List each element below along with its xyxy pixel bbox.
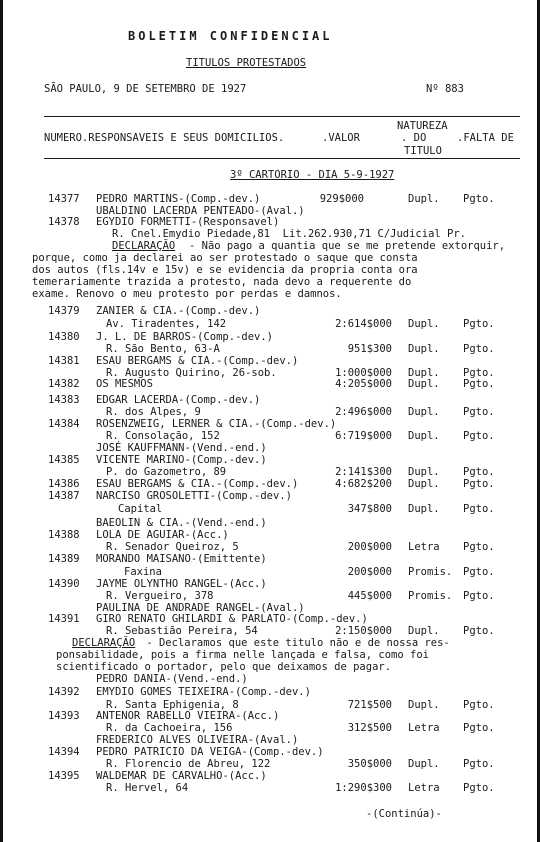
entry-line: GIRO RENATO GHILARDI & PARLATO-(Comp.-dev.) bbox=[96, 613, 368, 625]
scan-left-edge bbox=[0, 0, 3, 842]
entry-falta: Pgto. bbox=[463, 699, 495, 711]
entry-nature: Dupl. bbox=[408, 378, 440, 390]
entry-value: 200$000 bbox=[347, 541, 392, 553]
entry-nature: Dupl. bbox=[408, 625, 440, 637]
entry-nature: Dupl. bbox=[408, 466, 440, 478]
entry-number: 14384 bbox=[48, 418, 80, 430]
section-title: 3º CARTORIO - DIA 5-9-1927 bbox=[230, 169, 395, 181]
place-date: SÃO PAULO, 9 DE SETEMBRO DE 1927 bbox=[44, 83, 247, 95]
entry-number: 14383 bbox=[48, 394, 80, 406]
entry-falta: Pgto. bbox=[463, 625, 495, 637]
col-natureza-2: . DO bbox=[401, 132, 427, 144]
entry-number: 14395 bbox=[48, 770, 80, 782]
entry-line: ESAU BERGAMS & CIA.-(Comp.-dev.) bbox=[96, 478, 299, 490]
entry-line: Av. Tiradentes, 142 bbox=[106, 318, 227, 330]
entry-line: ZANIER & CIA.-(Comp.-dev.) bbox=[96, 305, 261, 317]
entry-nature: Dupl. bbox=[408, 503, 440, 515]
entry-falta: Pgto. bbox=[463, 193, 495, 205]
entry-line: ESAU BERGAMS & CIA.-(Comp.-dev.) bbox=[96, 355, 299, 367]
entry-line: R. Florencio de Abreu, 122 bbox=[106, 758, 271, 770]
entry-falta: Pgto. bbox=[463, 782, 495, 794]
entry-falta: Pgto. bbox=[463, 566, 495, 578]
entry-number: 14392 bbox=[48, 686, 80, 698]
entry-falta: Pgto. bbox=[463, 343, 495, 355]
entry-nature: Promis. bbox=[408, 566, 453, 578]
entry-line: R. Augusto Quirino, 26-sob. bbox=[106, 367, 277, 379]
entry-line: EGYDIO FORMETTI-(Responsavel) bbox=[96, 216, 280, 228]
declaration-text: exame. Renovo o meu protesto por perdas e damnos. bbox=[32, 288, 342, 300]
entry-line: PEDRO PATRICIO DA VEIGA-(Comp.-dev.) bbox=[96, 746, 324, 758]
entry-nature: Dupl. bbox=[408, 367, 440, 379]
entry-line: JOSÉ KAUFFMANN-(Vend.-end.) bbox=[96, 442, 267, 454]
entry-line: R. dos Alpes, 9 bbox=[106, 406, 201, 418]
entry-value: 2:614$000 bbox=[335, 318, 392, 330]
entry-line: R. Sebastião Pereira, 54 bbox=[106, 625, 258, 637]
entry-number: 14381 bbox=[48, 355, 80, 367]
entry-line: PAULINA DE ANDRADE RANGEL-(Aval.) bbox=[96, 602, 305, 614]
entry-nature: Dupl. bbox=[408, 478, 440, 490]
entry-value: 4:205$000 bbox=[335, 378, 392, 390]
entry-falta: Pgto. bbox=[463, 541, 495, 553]
header-rule-top bbox=[44, 116, 520, 117]
entry-line: EDGAR LACERDA-(Comp.-dev.) bbox=[96, 394, 261, 406]
bulletin-subtitle: TITULOS PROTESTADOS bbox=[186, 57, 307, 69]
entry-nature: Dupl. bbox=[408, 318, 440, 330]
col-valor: .VALOR bbox=[322, 132, 360, 144]
entry-line: UBALDINO LACERDA PENTEADO-(Aval.) bbox=[96, 205, 305, 217]
entry-falta: Pgto. bbox=[463, 367, 495, 379]
entry-number: 14394 bbox=[48, 746, 80, 758]
entry-value: 6:719$000 bbox=[335, 430, 392, 442]
entry-line: OS MESMOS bbox=[96, 378, 153, 390]
entry-falta: Pgto. bbox=[463, 378, 495, 390]
entry-number: 14389 bbox=[48, 553, 80, 565]
entry-falta: Pgto. bbox=[463, 478, 495, 490]
entry-line: Capital bbox=[118, 503, 163, 515]
col-natureza-1: NATUREZA bbox=[397, 120, 448, 132]
entry-line: FREDERICO ALVES OLIVEIRA-(Aval.) bbox=[96, 734, 299, 746]
entry-line: R. Senador Queiroz, 5 bbox=[106, 541, 239, 553]
entry-nature: Dupl. bbox=[408, 758, 440, 770]
entry-line: Faxina bbox=[124, 566, 162, 578]
entry-line: JAYME OLYNTHO RANGEL-(Acc.) bbox=[96, 578, 267, 590]
col-natureza-3: TITULO bbox=[404, 145, 442, 157]
entry-nature: Letra bbox=[408, 782, 440, 794]
entry-line: R. Consolação, 152 bbox=[106, 430, 220, 442]
entry-falta: Pgto. bbox=[463, 466, 495, 478]
entry-nature: Dupl. bbox=[408, 193, 440, 205]
entry-line: WALDEMAR DE CARVALHO-(Acc.) bbox=[96, 770, 267, 782]
entry-falta: Pgto. bbox=[463, 318, 495, 330]
entry-nature: Promis. bbox=[408, 590, 453, 602]
entry-number: 14380 bbox=[48, 331, 80, 343]
entry-value: 200$000 bbox=[347, 566, 392, 578]
entry-value: 347$800 bbox=[347, 503, 392, 515]
entry-value: 312$500 bbox=[347, 722, 392, 734]
entry-number: 14378 bbox=[48, 216, 80, 228]
entry-value: 951$300 bbox=[347, 343, 392, 355]
entry-value: 4:682$200 bbox=[335, 478, 392, 490]
entry-value: 445$000 bbox=[347, 590, 392, 602]
entry-falta: Pgto. bbox=[463, 590, 495, 602]
entry-number: 14385 bbox=[48, 454, 80, 466]
continua-footer: -(Continúa)- bbox=[366, 808, 442, 820]
bulletin-title: BOLETIM CONFIDENCIAL bbox=[128, 29, 333, 43]
entry-number: 14390 bbox=[48, 578, 80, 590]
entry-number: 14388 bbox=[48, 529, 80, 541]
entry-line: EMYDIO GOMES TEIXEIRA-(Comp.-dev.) bbox=[96, 686, 311, 698]
declaration-text: dos autos (fls.14v e 15v) e se evidencia da propria conta ora bbox=[32, 264, 418, 276]
entry-value: 350$000 bbox=[347, 758, 392, 770]
entry-line: R. Santa Ephigenia, 8 bbox=[106, 699, 239, 711]
entry-nature: Letra bbox=[408, 722, 440, 734]
entry-line: BAEOLIN & CIA.-(Vend.-end.) bbox=[96, 517, 267, 529]
header-rule-bottom bbox=[44, 158, 520, 159]
entry-value: 721$500 bbox=[347, 699, 392, 711]
entry-line: R. da Cachoeira, 156 bbox=[106, 722, 233, 734]
entry-number: 14393 bbox=[48, 710, 80, 722]
entry-nature: Dupl. bbox=[408, 699, 440, 711]
entry-nature: Letra bbox=[408, 541, 440, 553]
declaration-text: - Declaramos que este titulo não e de nossa res- bbox=[140, 637, 450, 649]
entry-value: 1:290$300 bbox=[335, 782, 392, 794]
entry-line: J. L. DE BARROS-(Comp.-dev.) bbox=[96, 331, 274, 343]
entry-line: P. do Gazometro, 89 bbox=[106, 466, 227, 478]
entry-line: R. Cnel.Emydio Piedade,81 Lit.262.930,71 C/Judicial Pr. bbox=[112, 228, 467, 240]
entry-number: 14382 bbox=[48, 378, 80, 390]
declaration-text: scientificado o portador, pelo que deixamos de pagar. bbox=[56, 661, 392, 673]
entry-value: 2:496$000 bbox=[335, 406, 392, 418]
declaration-text: porque, como ja declarei ao ser protestado o saque que consta bbox=[32, 252, 418, 264]
entry-line: R. Hervel, 64 bbox=[106, 782, 189, 794]
entry-number: 14387 bbox=[48, 490, 80, 502]
entry-nature: Dupl. bbox=[408, 430, 440, 442]
entry-line: VICENTE MARINO-(Comp.-dev.) bbox=[96, 454, 267, 466]
entry-value: 1:000$000 bbox=[335, 367, 392, 379]
entry-value: 2:150$000 bbox=[335, 625, 392, 637]
declaration-text: - Não pago a quantia que se me pretende extorquir, bbox=[189, 240, 506, 252]
col-falta: .FALTA DE bbox=[457, 132, 514, 144]
entry-line: LOLA DE AGUIAR-(Acc.) bbox=[96, 529, 229, 541]
entry-falta: Pgto. bbox=[463, 406, 495, 418]
entry-number: 14377 bbox=[48, 193, 80, 205]
entry-nature: Dupl. bbox=[408, 343, 440, 355]
entry-line: NARCISO GROSOLETTI-(Comp.-dev.) bbox=[96, 490, 292, 502]
entry-falta: Pgto. bbox=[463, 503, 495, 515]
entry-line: PEDRO DANIA-(Vend.-end.) bbox=[96, 673, 248, 685]
entry-number: 14386 bbox=[48, 478, 80, 490]
entry-falta: Pgto. bbox=[463, 758, 495, 770]
declaration-text: ponsabilidade, pois a firma nelle lançada e falsa, como foi bbox=[56, 649, 429, 661]
entry-falta: Pgto. bbox=[463, 722, 495, 734]
bulletin-number: Nº 883 bbox=[426, 83, 464, 95]
entry-line: ROSENZWEIG, LERNER & CIA.-(Comp.-dev.) bbox=[96, 418, 337, 430]
entry-line: PEDRO MARTINS-(Comp.-dev.) bbox=[96, 193, 261, 205]
entry-value: 929$000 bbox=[319, 193, 364, 205]
entry-line: R. São Bento, 63-A bbox=[106, 343, 220, 355]
declaration-label: DECLARAÇÃO bbox=[112, 240, 176, 252]
entry-value: 2:141$300 bbox=[335, 466, 392, 478]
declaration-text: temerariamente trazida a protesto, nada devo a requerente do bbox=[32, 276, 412, 288]
entry-line: ANTENOR RABELLO VIEIRA-(Acc.) bbox=[96, 710, 280, 722]
declaration-label: DECLARAÇÃO bbox=[72, 637, 136, 649]
entry-line: MORANDO MAISANO-(Emittente) bbox=[96, 553, 267, 565]
entry-falta: Pgto. bbox=[463, 430, 495, 442]
entry-number: 14379 bbox=[48, 305, 80, 317]
entry-number: 14391 bbox=[48, 613, 80, 625]
entry-nature: Dupl. bbox=[408, 406, 440, 418]
col-numero-responsaveis: NUMERO.RESPONSAVEIS E SEUS DOMICILIOS. bbox=[44, 132, 285, 144]
entry-line: R. Vergueiro, 378 bbox=[106, 590, 214, 602]
